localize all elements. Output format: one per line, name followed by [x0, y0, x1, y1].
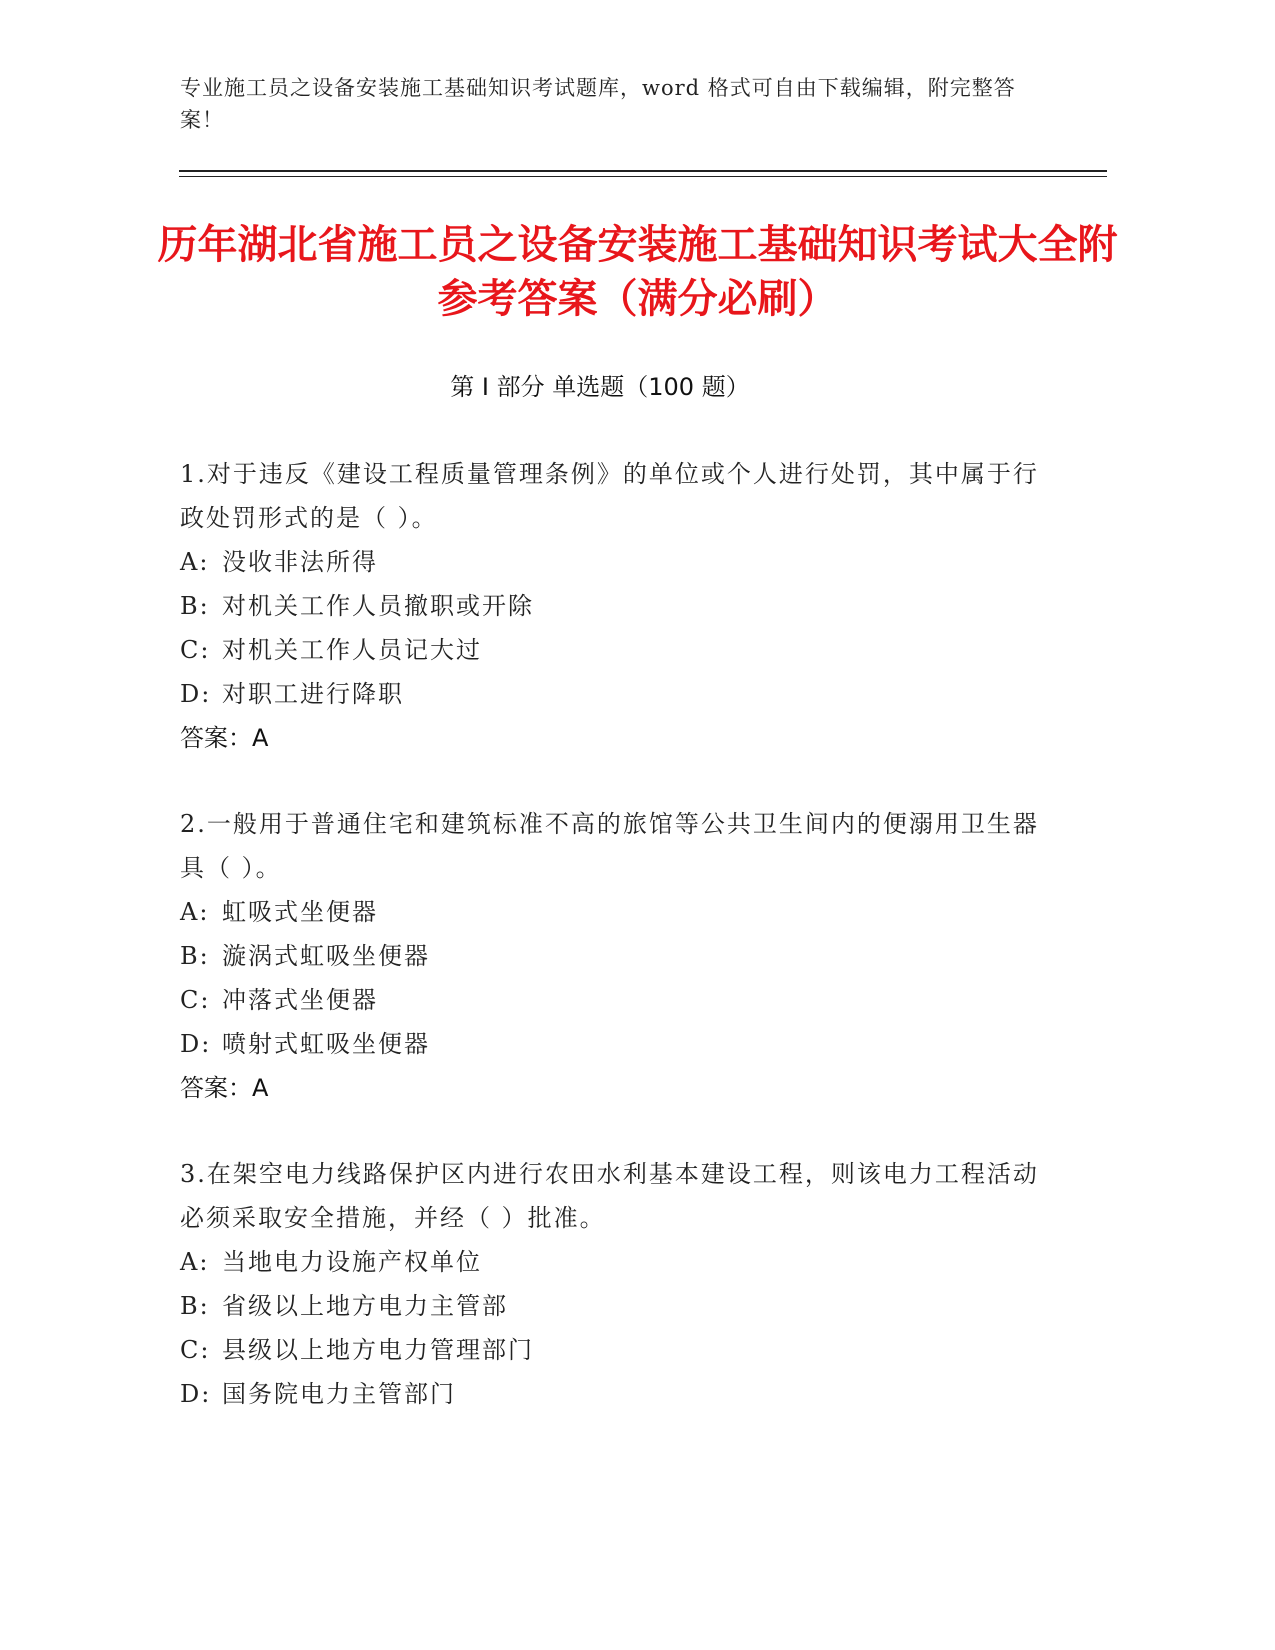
header-note: 专业施工员之设备安装施工基础知识考试题库，word 格式可自由下载编辑，附完整答案！ [180, 76, 1016, 132]
option-text: 冲落式坐便器 [222, 986, 378, 1014]
option-text: 对机关工作人员撤职或开除 [222, 592, 534, 620]
option-key: A: [180, 1248, 210, 1276]
option-text: 虹吸式坐便器 [222, 898, 378, 926]
option-key: C: [180, 1336, 211, 1364]
option-d [180, 672, 1040, 716]
option-text: 对机关工作人员记大过 [222, 636, 482, 664]
option-b [180, 1284, 1040, 1328]
question-stem: 2.一般用于普通住宅和建筑标准不高的旅馆等公共卫生间内的便溺用卫生器具（ ）。 [180, 810, 1039, 882]
option-d [180, 1022, 1040, 1066]
answer-line: 答案：A [180, 724, 269, 752]
answer-line: 答案：A [180, 1074, 269, 1102]
option-text: 漩涡式虹吸坐便器 [222, 942, 430, 970]
question-3 [180, 1152, 1040, 1416]
option-key: D: [180, 680, 212, 708]
option-b [180, 584, 1040, 628]
option-b [180, 934, 1040, 978]
option-text: 没收非法所得 [222, 548, 378, 576]
option-a [180, 1240, 1040, 1284]
option-c [180, 978, 1040, 1022]
question-1 [180, 452, 1040, 760]
option-key: B: [180, 1292, 210, 1320]
section-title: 第 I 部分 单选题（100 题） [450, 373, 750, 401]
question-stem: 3.在架空电力线路保护区内进行农田水利基本建设工程，则该电力工程活动必须采取安全措施，并经（ ）批准。 [180, 1160, 1039, 1232]
option-text: 喷射式虹吸坐便器 [222, 1030, 430, 1058]
document-title: 历年湖北省施工员之设备安装施工基础知识考试大全附参考答案（满分必刷） [157, 222, 1118, 322]
option-key: D: [180, 1380, 212, 1408]
option-d [180, 1372, 1040, 1416]
option-c [180, 1328, 1040, 1372]
option-c [180, 628, 1040, 672]
header-rule-thin [179, 176, 1107, 177]
option-text: 对职工进行降职 [222, 680, 404, 708]
option-key: D: [180, 1030, 212, 1058]
option-a [180, 890, 1040, 934]
option-a [180, 540, 1040, 584]
option-key: A: [180, 548, 210, 576]
option-key: C: [180, 986, 211, 1014]
question-stem: 1.对于违反《建设工程质量管理条例》的单位或个人进行处罚，其中属于行政处罚形式的是（ ）。 [180, 460, 1039, 532]
question-2 [180, 802, 1040, 1110]
header-rule-thick [179, 170, 1107, 172]
option-key: B: [180, 942, 210, 970]
option-key: C: [180, 636, 211, 664]
question-list [180, 452, 1040, 1458]
option-text: 县级以上地方电力管理部门 [222, 1336, 534, 1364]
option-key: B: [180, 592, 210, 620]
option-text: 当地电力设施产权单位 [222, 1248, 482, 1276]
option-key: A: [180, 898, 210, 926]
option-text: 国务院电力主管部门 [222, 1380, 456, 1408]
option-text: 省级以上地方电力主管部 [222, 1292, 508, 1320]
